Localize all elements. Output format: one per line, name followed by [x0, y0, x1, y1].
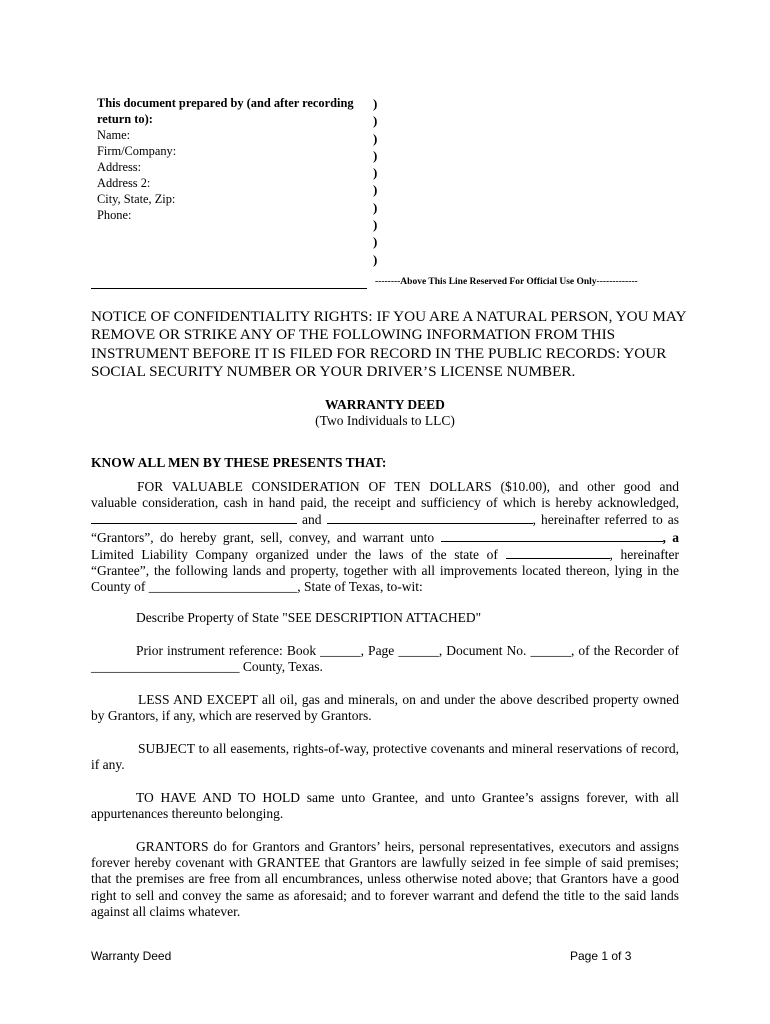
- llc-state-text: Limited Liability Company organized under the laws of the state of: [91, 546, 498, 562]
- paren: ): [373, 234, 378, 250]
- paren: ): [373, 113, 378, 129]
- and-text: and: [302, 512, 322, 528]
- field-city-state-zip: City, State, Zip:: [97, 192, 176, 206]
- to-have-paragraph: TO HAVE AND TO HOLD same unto Grantee, and unto Grantee’s assigns forever, with all appurtenances thereunto belonging.: [91, 790, 679, 822]
- county-blank[interactable]: ______________________: [148, 579, 298, 595]
- prior-county-blank[interactable]: ______________________: [91, 659, 240, 675]
- grantor-1-blank[interactable]: [91, 511, 297, 524]
- field-name: Name:: [97, 128, 131, 142]
- prior-line-1: Prior instrument reference: Book ______, Page ______, Document No. ______, of the Recorder of: [136, 643, 679, 658]
- confidentiality-notice: NOTICE OF CONFIDENTIALITY RIGHTS: IF YOU ARE A NATURAL PERSON, YOU MAY REMOVE OR STRIKE ANY OF THE FOLLOWING INFORMATION FROM THIS INSTRUMENT BEFORE IT IS FILED FOR RECORD IN THE PUBLIC RECORDS: YOUR SOCIAL SECURITY NUMBER OR YOUR DRIVER’S LICENSE NUMBER.: [91, 308, 686, 380]
- paren: ): [373, 96, 378, 111]
- state-blank[interactable]: [506, 546, 610, 559]
- prior-line-2: [91, 659, 679, 675]
- paren: ): [373, 217, 378, 233]
- document-subtitle: (Two Individuals to LLC): [315, 413, 455, 428]
- describe-property: Describe Property of State "SEE DESCRIPTION ATTACHED": [136, 610, 482, 625]
- grant-text: “Grantors”, do hereby grant, sell, convey, and warrant unto: [91, 529, 435, 545]
- paren: ): [373, 165, 378, 181]
- field-address: Address:: [97, 160, 142, 174]
- state-texas-text: , State of Texas, to-wit:: [297, 579, 423, 595]
- county-of-text: County of: [91, 579, 146, 595]
- subject-to-paragraph: SUBJECT to all easements, rights-of-way, protective covenants and mineral reservations of record, if any.: [91, 741, 679, 773]
- prepared-by-heading: This document prepared by (and after recording: [97, 96, 354, 110]
- field-phone: Phone:: [97, 208, 132, 222]
- paren: ): [373, 251, 378, 267]
- consideration-paragraph: [91, 479, 679, 595]
- consideration-line-6: “Grantee”, the following lands and property, together with all improvements located thereon, lying in the: [91, 563, 679, 579]
- consideration-line-3: [91, 511, 679, 528]
- comma-a-text: , a: [662, 529, 680, 545]
- grantee-blank[interactable]: [441, 529, 663, 542]
- consideration-line-5: [91, 546, 679, 563]
- paren-column: [373, 95, 385, 268]
- return-to-heading: return to):: [97, 112, 153, 126]
- footer-document-name: Warranty Deed: [91, 949, 172, 963]
- official-use-notice: --------Above This Line Reserved For Official Use Only-------------: [375, 277, 638, 287]
- paren: ): [373, 130, 378, 146]
- field-address2: Address 2:: [97, 176, 151, 190]
- know-all-heading: KNOW ALL MEN BY THESE PRESENTS THAT:: [91, 455, 387, 470]
- footer-page-number: Page 1 of 3: [570, 949, 632, 963]
- paren: ): [373, 147, 378, 163]
- grantor-2-blank[interactable]: [327, 511, 533, 524]
- document-title: WARRANTY DEED: [325, 397, 445, 412]
- referred-text: , hereinafter referred to as: [532, 512, 680, 528]
- consideration-line-4: [91, 529, 679, 546]
- consideration-line-1: FOR VALUABLE CONSIDERATION OF TEN DOLLARS ($10.00), and other good and: [137, 479, 679, 494]
- paren: ): [373, 182, 378, 198]
- consideration-line-7: [91, 579, 679, 595]
- covenant-paragraph: GRANTORS do for Grantors and Grantors’ heirs, personal representatives, executors and assigns forever hereby covenant with GRANTEE that Grantors are lawfully seized in fee simple of said premises; that the premises are free from all encumbrances, unless otherwise noted above; that Grantors have a good right to sell and convey the same as aforesaid; and to forever warrant and defend the title to the said lands against all claims whatever.: [91, 839, 679, 919]
- preparer-block: [97, 95, 372, 223]
- field-firm: Firm/Company:: [97, 144, 177, 158]
- less-and-except-paragraph: LESS AND EXCEPT all oil, gas and minerals, on and under the above described property owned by Grantors, if any, which are reserved by Grantors.: [91, 692, 679, 724]
- prior-instrument-paragraph: [91, 643, 679, 675]
- prior-county-text: County, Texas.: [239, 659, 323, 675]
- consideration-line-2: valuable consideration, cash in hand paid, the receipt and sufficiency of which is hereby acknowledged,: [91, 495, 679, 511]
- hereinafter-text: , hereinafter: [609, 546, 679, 562]
- header-divider-line: [91, 288, 367, 289]
- paren: ): [373, 199, 378, 215]
